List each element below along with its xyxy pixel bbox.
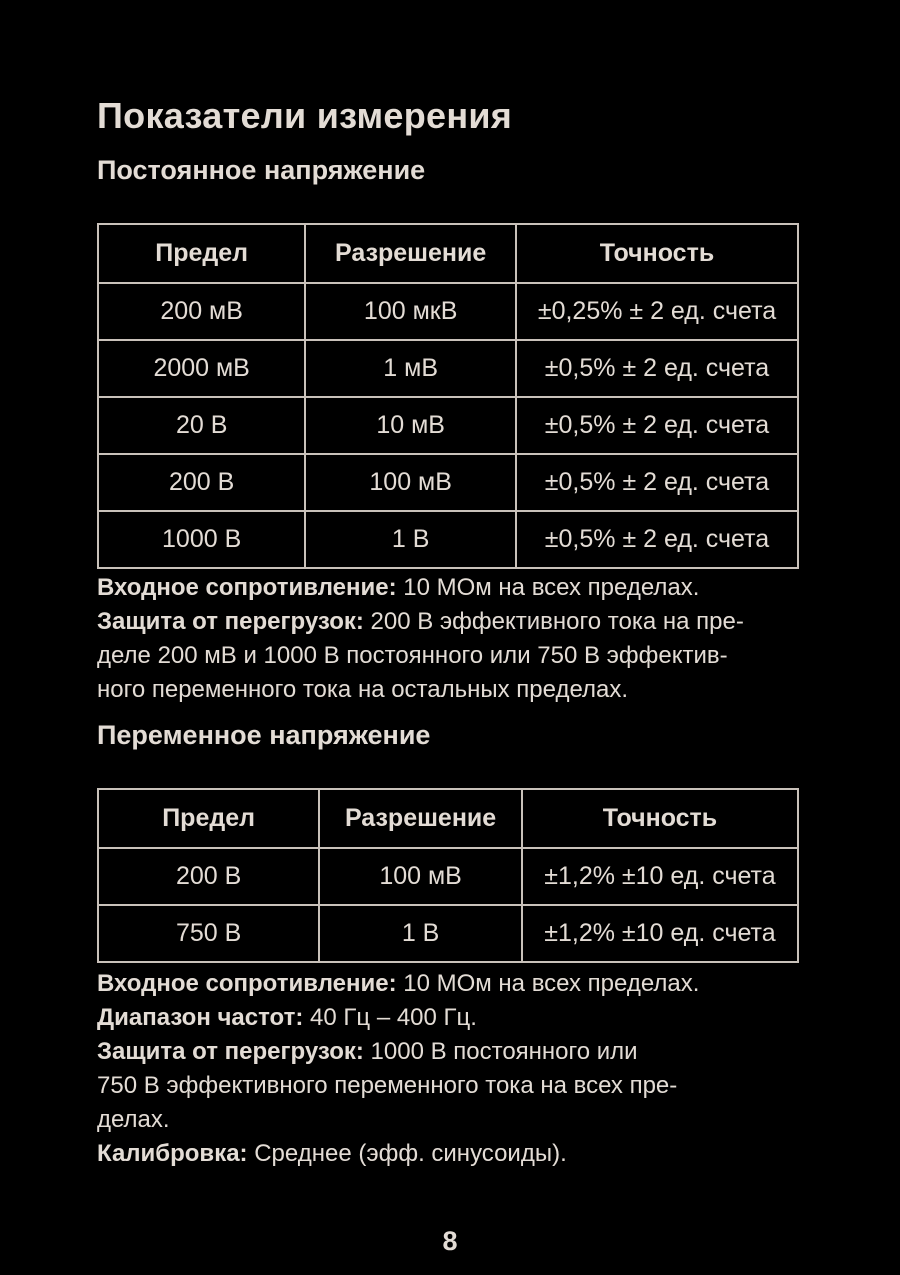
table-row: [98, 454, 798, 511]
cell-resolution: 100 мВ: [305, 454, 516, 511]
cell-accuracy: ±0,5% ± 2 ед. счета: [516, 511, 798, 568]
dc-input-resistance-value: 10 МОм на всех пределах.: [396, 574, 700, 601]
cell-range: 200 В: [98, 848, 319, 905]
cell-accuracy: ±0,25% ± 2 ед. счета: [516, 283, 798, 340]
ac-frequency-value: 40 Гц – 400 Гц.: [303, 1004, 477, 1031]
dc-overload-protection: [97, 605, 803, 707]
cell-resolution: 100 мкВ: [305, 283, 516, 340]
dc-overload-line1: 200 В эффективного тока на пре-: [363, 608, 744, 635]
page-title: Показатели измерения: [97, 95, 513, 136]
cell-resolution: 100 мВ: [319, 848, 522, 905]
column-header-range: Предел: [98, 224, 305, 283]
cell-accuracy: ±0,5% ± 2 ед. счета: [516, 340, 798, 397]
cell-range: 2000 мВ: [98, 340, 305, 397]
dc-notes: [97, 571, 803, 707]
ac-overload-protection: [97, 1035, 803, 1137]
dc-voltage-heading: Постоянное напряжение: [97, 155, 426, 185]
page-number: 8: [442, 1226, 458, 1256]
dc-input-resistance-label: Входное сопротивление:: [97, 574, 397, 601]
ac-input-resistance-label: Входное сопротивление:: [97, 970, 397, 997]
cell-accuracy: ±1,2% ±10 ед. счета: [522, 905, 798, 962]
ac-frequency-range: [97, 1001, 803, 1035]
page-content: [97, 88, 803, 1171]
ac-overload-line2: 750 В эффективного переменного тока на всех пре-: [97, 1072, 678, 1099]
cell-range: 750 В: [98, 905, 319, 962]
ac-calibration-value: Среднее (эфф. синусоиды).: [247, 1140, 567, 1167]
ac-notes: [97, 967, 803, 1171]
table-row: [98, 340, 798, 397]
cell-accuracy: ±0,5% ± 2 ед. счета: [516, 397, 798, 454]
cell-range: 200 мВ: [98, 283, 305, 340]
column-header-resolution: Разрешение: [319, 789, 522, 848]
table-header-row: [98, 789, 798, 848]
column-header-accuracy: Точность: [522, 789, 798, 848]
cell-resolution: 1 В: [319, 905, 522, 962]
ac-input-resistance-value: 10 МОм на всех пределах.: [396, 970, 700, 997]
dc-overload-line3: ного переменного тока на остальных пределах.: [97, 676, 629, 703]
cell-resolution: 1 В: [305, 511, 516, 568]
column-header-range: Предел: [98, 789, 319, 848]
column-header-accuracy: Точность: [516, 224, 798, 283]
dc-input-resistance: [97, 571, 803, 605]
table-header-row: [98, 224, 798, 283]
dc-overload-label: Защита от перегрузок:: [97, 608, 364, 635]
ac-input-resistance: [97, 967, 803, 1001]
ac-calibration: [97, 1137, 803, 1171]
ac-voltage-heading: Переменное напряжение: [97, 720, 431, 750]
dc-voltage-table: [97, 223, 799, 569]
table-row: [98, 905, 798, 962]
cell-accuracy: ±1,2% ±10 ед. счета: [522, 848, 798, 905]
ac-calibration-label: Калибровка:: [97, 1140, 248, 1167]
table-row: [98, 397, 798, 454]
cell-range: 200 В: [98, 454, 305, 511]
ac-overload-line1: 1000 В постоянного или: [363, 1038, 638, 1065]
ac-overload-line3: делах.: [97, 1106, 170, 1133]
ac-overload-label: Защита от перегрузок:: [97, 1038, 364, 1065]
ac-voltage-table: [97, 788, 799, 963]
table-row: [98, 283, 798, 340]
cell-resolution: 1 мВ: [305, 340, 516, 397]
column-header-resolution: Разрешение: [305, 224, 516, 283]
cell-range: 20 В: [98, 397, 305, 454]
cell-resolution: 10 мВ: [305, 397, 516, 454]
ac-frequency-label: Диапазон частот:: [97, 1004, 304, 1031]
cell-accuracy: ±0,5% ± 2 ед. счета: [516, 454, 798, 511]
table-row: [98, 511, 798, 568]
table-row: [98, 848, 798, 905]
dc-overload-line2: деле 200 мВ и 1000 В постоянного или 750 В эффектив-: [97, 642, 728, 669]
cell-range: 1000 В: [98, 511, 305, 568]
